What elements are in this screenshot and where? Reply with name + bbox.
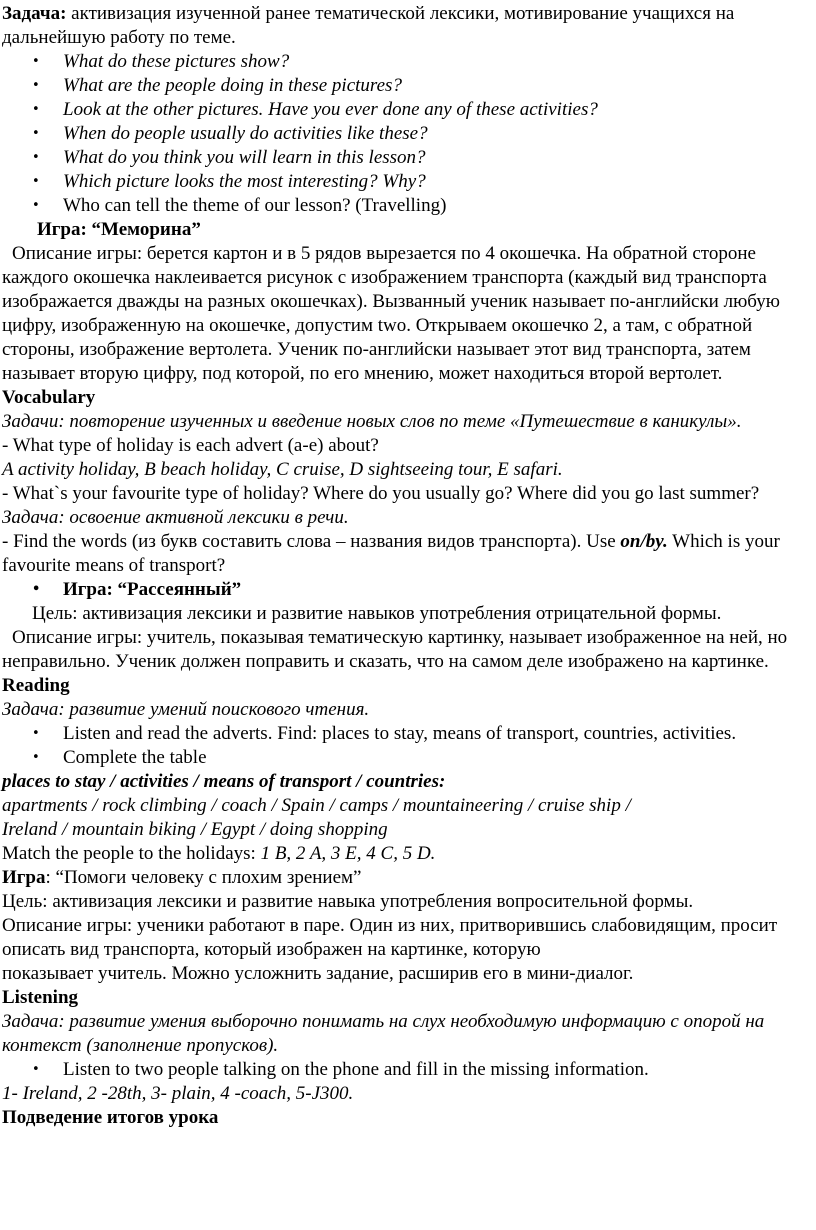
list-item: • What are the people doing in these pictures? [2,74,812,98]
game-rasseyanny-description: Описание игры: учитель, показывая тематическую картинку, называет изображенное на ней, но неправильно. Ученик должен поправить и сказать, что на самом деле изображено на картинке. [2,627,788,672]
summary-heading: Подведение итогов урока [2,1107,219,1128]
list-item: • Which picture looks the most interesting? Why? [2,170,812,194]
game-rasseyanny-goal: Цель: активизация лексики и развитие навыков употребления отрицательной формы. [32,603,722,624]
reading-match [2,842,812,866]
game-help-description-1: Описание игры: ученики работают в паре. Один из них, притворившись слабовидящим, просит описать вид транспорта, который изображен на картинке, которую [2,915,778,960]
list-item: • Listen and read the adverts. Find: places to stay, means of transport, countries, activities. [2,722,812,746]
game-help-goal: Цель: активизация лексики и развитие навыка употребления вопросительной формы. [2,891,694,912]
vocabulary-question-3 [2,530,812,578]
list-item: • Look at the other pictures. Have you ever done any of these activities? [2,98,812,122]
listening-list [2,1058,812,1082]
task-text: активизация изученной ранее тематической лексики, мотивирование учащихся на дальнейшую работу по теме. [2,3,735,48]
listening-task: Задача: развитие умения выборочно понимать на слух необходимую информацию с опорой на контекст (заполнение пропусков). [2,1011,765,1056]
vocabulary-task: Задачи: повторение изученных и введение новых слов по теме «Путешествие в каникулы». [2,411,742,432]
listening-answers: 1- Ireland, 2 -28th, 3- plain, 4 -coach, 5-J300. [2,1083,354,1104]
q3-part-a: - Find the words (из букв составить слова – названия видов транспорта). Use [2,531,621,552]
reading-heading: Reading [2,675,70,696]
reading-words-line-2: Ireland / mountain biking / Egypt / doing shopping [2,819,388,840]
match-answers: 1 B, 2 A, 3 E, 4 C, 5 D. [260,843,436,864]
list-item: • When do people usually do activities like these? [2,122,812,146]
listening-heading: Listening [2,987,79,1008]
task-paragraph [2,2,812,50]
q3-on-by: on/by. [620,531,668,552]
vocabulary-question-2: - What`s your favourite type of holiday? Where do you usually go? Where did you go last summer? [2,483,760,504]
reading-table-head: places to stay / activities / means of transport / countries: [2,771,446,792]
reading-list [2,722,812,770]
vocabulary-question-1: - What type of holiday is each advert (a-e) about? [2,435,379,456]
game-rasseyanny-title: • Игра: “Рассеянный” [2,578,812,602]
reading-task: Задача: развитие умений поискового чтения. [2,699,370,720]
game-help-title [2,866,812,890]
reading-words-line-1: apartments / rock climbing / coach / Spain / camps / mountaineering / cruise ship / [2,795,631,816]
q3-part-c: Which is your favourite means of transport? [2,531,780,576]
vocabulary-answer-1: A activity holiday, B beach holiday, C cruise, D sightseeing tour, E safari. [2,459,563,480]
task-label: Задача: [2,3,67,24]
vocabulary-heading: Vocabulary [2,387,96,408]
game-memorina-title: Игра: “Меморина” [37,219,201,240]
list-item: • What do these pictures show? [2,50,812,74]
list-item: • Listen to two people talking on the phone and fill in the missing information. [2,1058,812,1082]
game-help-name: : “Помоги человеку с плохим зрением” [45,867,362,888]
vocabulary-task-2: Задача: освоение активной лексики в речи. [2,507,349,528]
questions-list [2,50,812,218]
game-memorina-description: Описание игры: берется картон и в 5 рядов вырезается по 4 окошечка. На обратной стороне каждого окошечка наклеивается рисунок с изображением транспорта (каждый вид транспорта изображается дважды на разных окошечках). Вызванный ученик называет по-английски любую цифру, изображенную на окошечке, допустим two. Открываем окошечко 2, а там, с обратной стороны, изображение вертолета. Ученик по-английски называет этот вид транспорта, затем называет вторую цифру, под которой, по его мнению, может находиться второй вертолет. [2,243,780,384]
game-help-description-2: показывает учитель. Можно усложнить задание, расширив его в мини-диалог. [2,963,634,984]
list-item: • Who can tell the theme of our lesson? (Travelling) [2,194,812,218]
game-help-label: Игра [2,867,46,888]
match-label: Match the people to the holidays: [2,843,261,864]
list-item: • Complete the table [2,746,812,770]
list-item: • What do you think you will learn in this lesson? [2,146,812,170]
game-rasseyanny-list [2,578,812,602]
